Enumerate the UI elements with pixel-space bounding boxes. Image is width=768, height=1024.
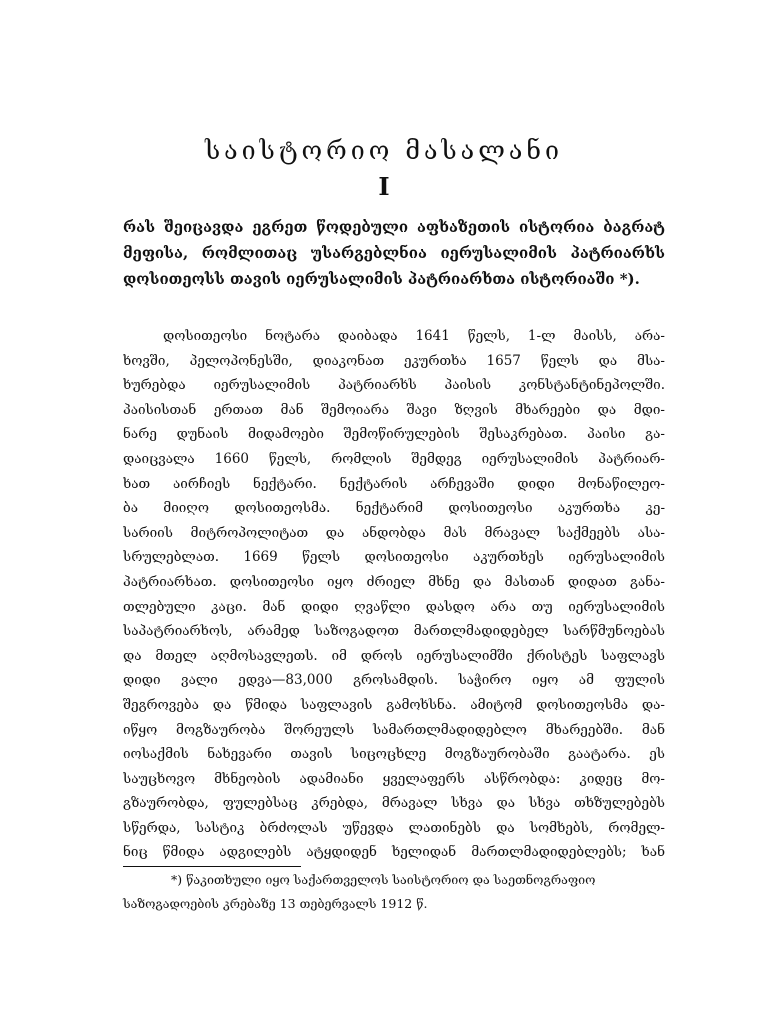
body-line: ხურებდა იერუსალიმის პატრიარხს პაისის კონსტანტინეპოლში. [123,377,665,394]
body-line: ნიც წმიდა ადგილებს ატყდიდენ ხელიდან მართლმადიდებლებს; ხან [123,844,665,861]
body-line: პატრიარხათ. დოსითეოსი იყო ძრიელ მხნე და მასთან დიდათ განა- [123,573,665,590]
body-line: საპატრიარხოს, არამედ საზოგადოთ მართლმადიდებელ სარწმუნოებას [123,623,665,640]
footnote-divider [123,866,301,867]
body-line: იოსაქმის ნახევარი თავის სიცოცხლე მოგზაურობაში გაატარა. ეს [123,746,665,763]
body-line: ბა მიიღო დოსითეოსმა. ნექტარიმ დოსითეოსი აკურთხა კე- [123,500,665,517]
body-line: დოსითეოსი ნოტარა დაიბადა 1641 წელს, 1-ლ მაისს, არა- [163,328,665,344]
body-line: დაიცვალა 1660 წელს, რომლის შემდეგ იერუსალიმის პატრიარ- [123,450,665,467]
body-line: საუცხოვო მხნეობის ადამიანი ყველაფერს ასწრობდა: კიდეც მო- [123,770,665,787]
body-line: თლებული კაცი. მან დიდი ღვაწლი დასდო არა თუ იერუსალიმის [123,598,665,615]
body-line: იწყო მოგზაურობა შორეულს სამართლმადიდებლო მხარეებში. მან [123,721,665,738]
body-line: გზაურობდა, ფულებსაც კრებდა, მრავალ სხვა და სხვა თხზულებებს [123,795,665,812]
section-subtitle: რას შეიცავდა ეგრეთ წოდებული აფხაზეთის ისტორია ბაგრატ მეფისა, რომლითაც უსარგებლნია იერუსალიმის პატრიარხს დოსითეოსს თავის იერუსალიმის პატრიარხთა ისტორიაში *). [123,218,665,288]
body-line: სწერდა, სასტიკ ბრძოლას უწევდა ლათინებს და სომხებს, რომელ- [123,819,665,836]
body-line: სარიის მიტროპოლიტათ და ანდობდა მას მრავალ საქმეებს ასა- [123,524,665,541]
footnote-line: საზოგადოების კრებაზე 13 თებერვალს 1912 წ. [123,896,428,911]
body-text [123,324,665,865]
body-line: პაისისთან ერთათ მან შემოიარა შავი ზღვის მხარეები და მდი- [123,401,665,418]
body-line: სრულებლათ. 1669 წელს დოსითეოსი აკურთხეს იერუსალიმის [123,549,665,566]
body-line: დიდი ვალი ედვა—83,000 გროსამდის. საჭირო იყო ამ ფულის [123,672,665,689]
footnote-line: *) წაკითხული იყო საქართველოს საისტორიო და საეთნოგრაფიო [171,872,596,887]
body-line: ნარე დუნაის მიდამოები შემოწირულების შესაკრებათ. პაისი გა- [123,426,665,443]
body-line: და მთელ აღმოსავლეთს. იმ დროს იერუსალიმში ქრისტეს საფლავს [123,647,665,664]
footnote [123,868,665,916]
body-line: ხოვში, პელოპონესში, დიაკონათ ეკურთხა 1657 წელს და მსა- [123,352,665,369]
page-title: საისტორიო მასალანი [205,136,563,165]
section-number: I [378,172,390,201]
body-line: შეგროვება და წმიდა საფლავის გამოხსნა. ამიტომ დოსითეოსმა და- [123,696,665,713]
body-line: ხათ აირჩიეს ნექტარი. ნექტარის არჩევაში დიდი მონაწილეო- [123,475,665,492]
